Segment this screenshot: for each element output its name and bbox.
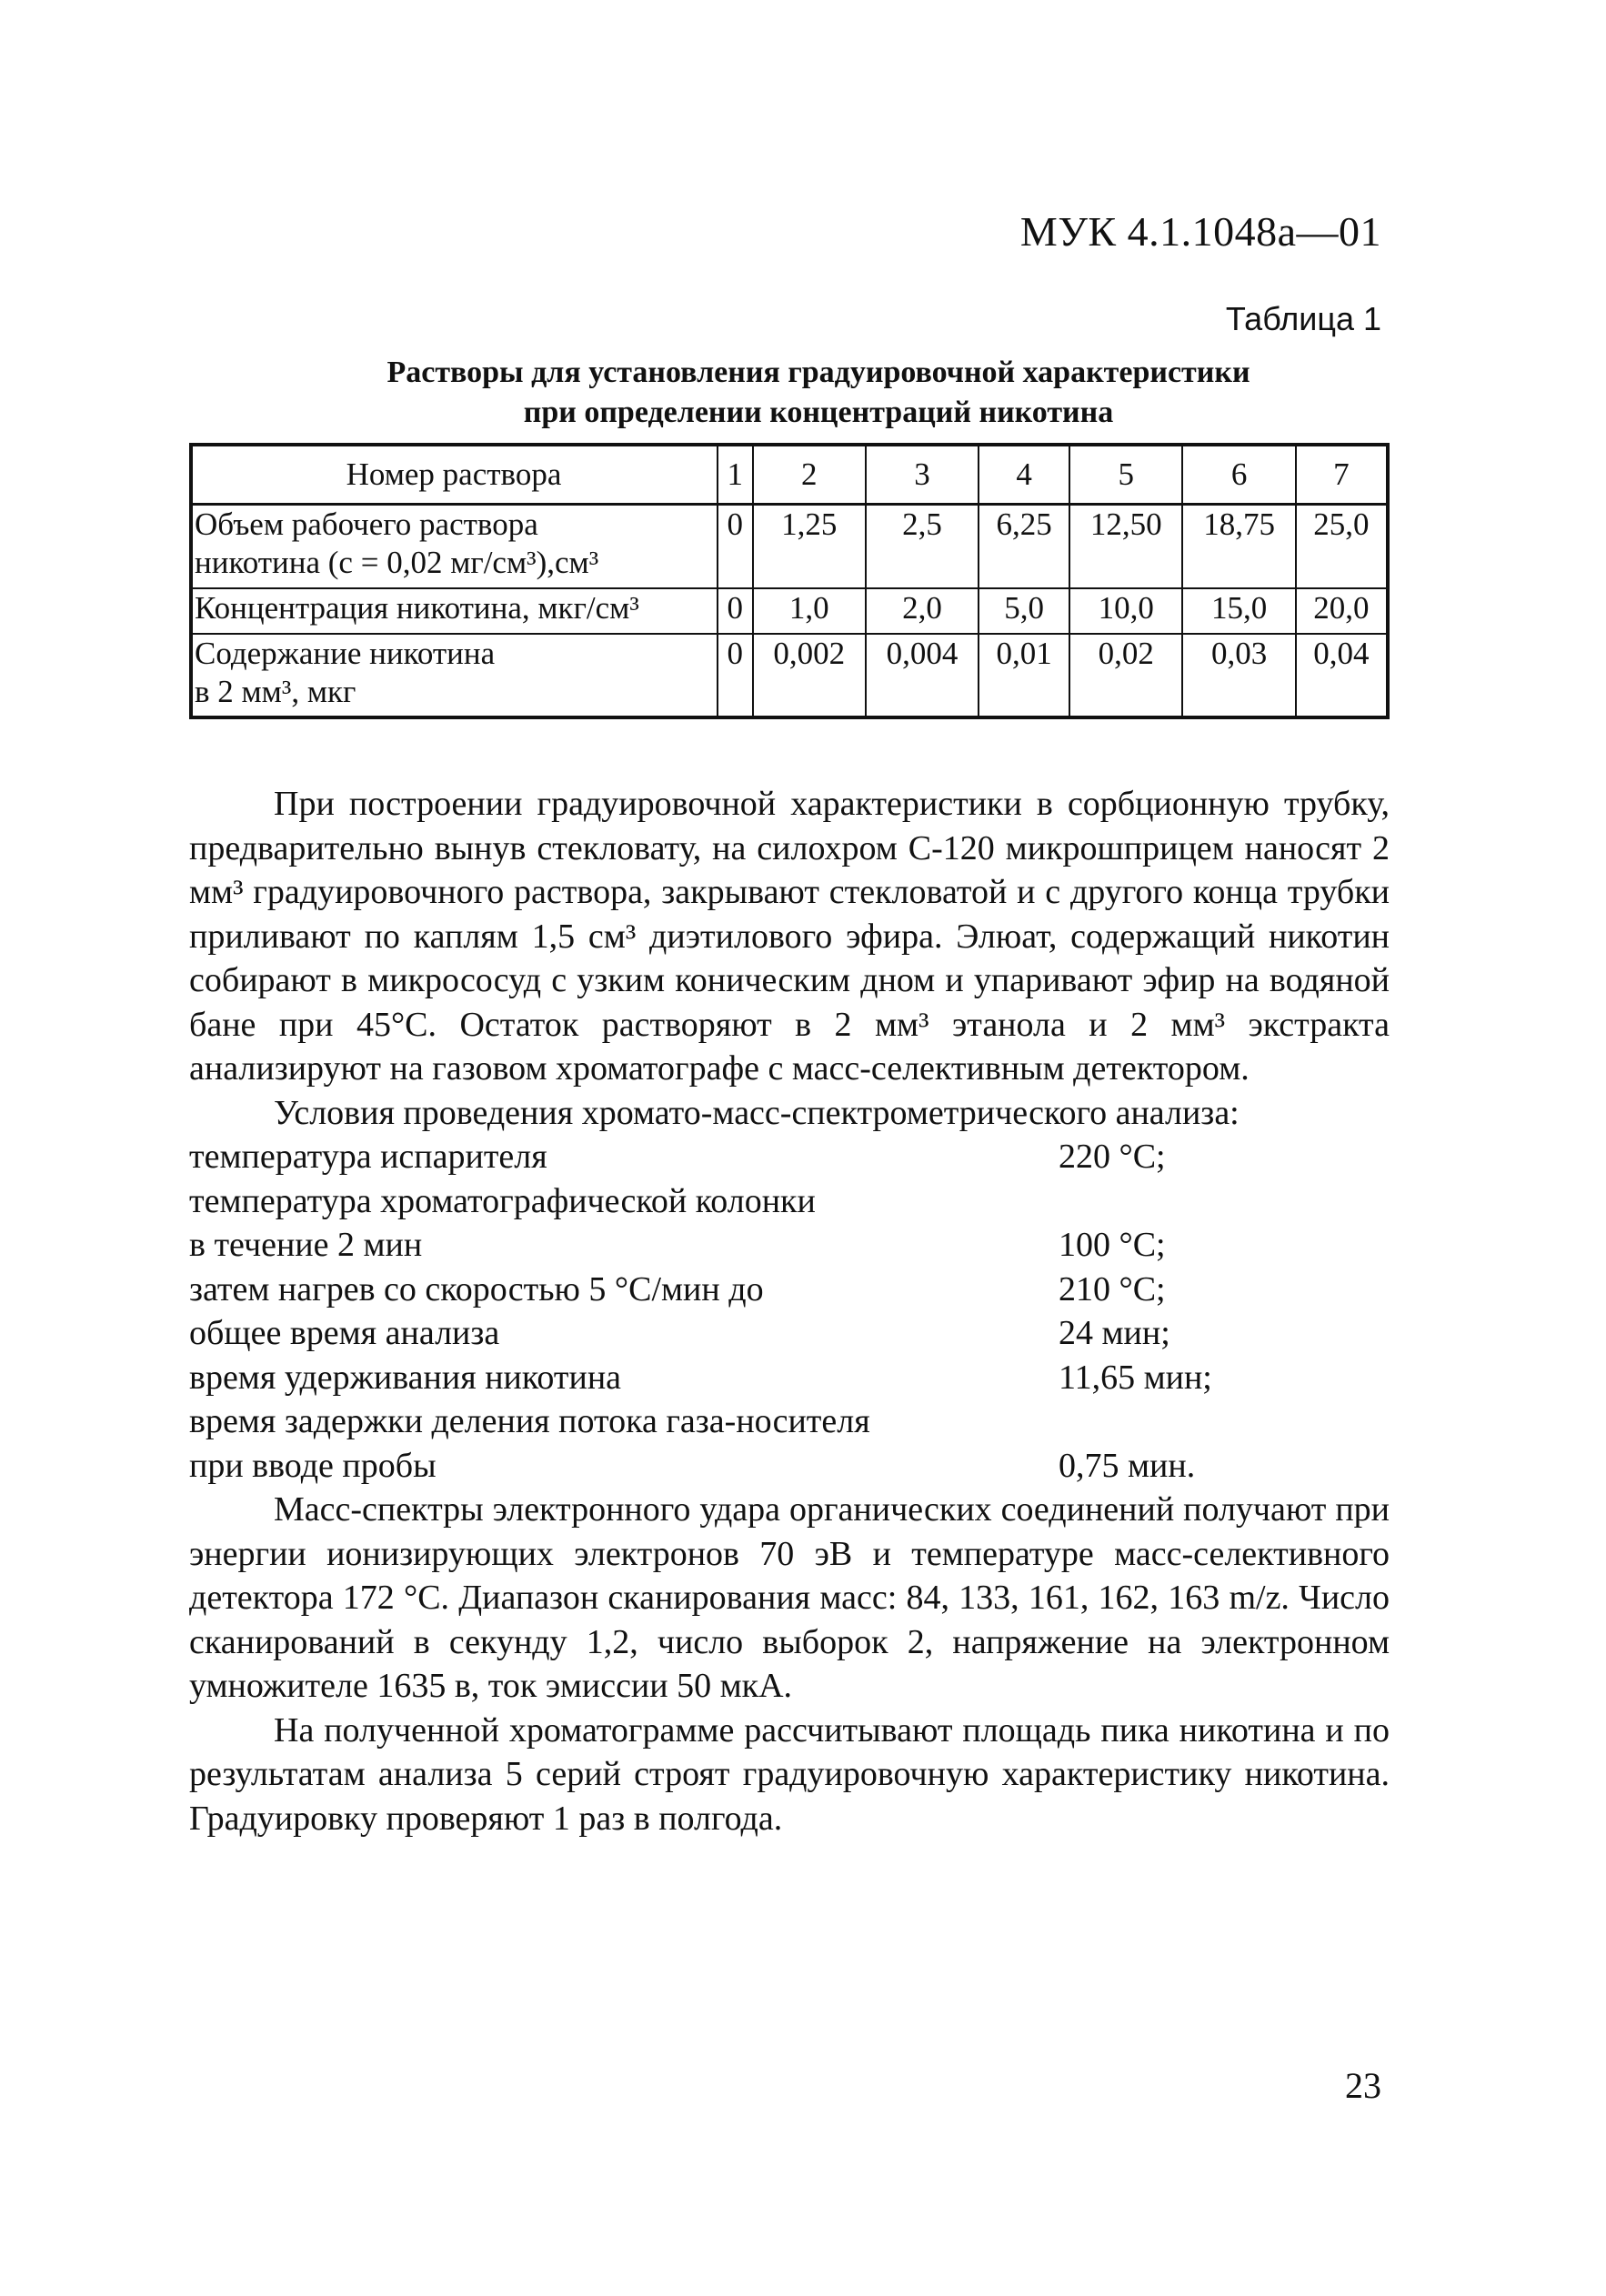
condition-value: 11,65 мин; (1059, 1358, 1212, 1397)
condition-value: 100 °С; (1059, 1226, 1166, 1264)
table-cell: 0 (718, 505, 753, 588)
condition-label: время удерживания никотина (189, 1358, 622, 1397)
table-cell: 5,0 (979, 588, 1069, 634)
table-cell: 0,002 (753, 634, 866, 717)
table-header-label: Номер раствора (191, 445, 718, 505)
calibration-table (189, 443, 1390, 719)
table-cell: 12,50 (1069, 505, 1182, 588)
page-number: 23 (1345, 2065, 1381, 2106)
table-row (191, 634, 1388, 717)
condition-label: при вводе пробы (189, 1446, 437, 1485)
document-code: МУК 4.1.1048а—01 (1019, 208, 1381, 255)
condition-label: температура хроматографической колонки (189, 1181, 816, 1220)
table-cell: 25,0 (1296, 505, 1388, 588)
table-cell: 0,04 (1296, 634, 1388, 717)
row-label-line: в 2 мм³, мкг (195, 673, 356, 709)
table-column-header: 6 (1182, 445, 1295, 505)
condition-value: 220 °С; (1059, 1138, 1166, 1176)
row-label-line: никотина (с = 0,02 мг/см³),см³ (195, 545, 599, 580)
table-cell: 0,02 (1069, 634, 1182, 717)
conditions-list (189, 1135, 1390, 1488)
paragraph: На полученной хроматограмме рассчитывают площадь пика никотина и по результатам анализа 5 серий строят градуировочную характеристику никотина. Градуировку проверяют 1 раз в полгода. (189, 1710, 1390, 1838)
condition-row (189, 1444, 1390, 1489)
row-label (191, 634, 718, 717)
table-cell: 0,01 (979, 634, 1069, 717)
table-cell: 20,0 (1296, 588, 1388, 634)
row-label (191, 505, 718, 588)
table-column-header: 5 (1069, 445, 1182, 505)
row-label-line: Концентрация никотина, мкг/см³ (195, 589, 639, 626)
table-cell: 10,0 (1069, 588, 1182, 634)
table-cell: 18,75 (1182, 505, 1295, 588)
condition-row (189, 1311, 1390, 1356)
body-text (189, 782, 1390, 1840)
table-column-header: 1 (718, 445, 753, 505)
condition-label: затем нагрев со скоростью 5 °С/мин до (189, 1269, 764, 1308)
table-column-header: 7 (1296, 445, 1388, 505)
row-label-line: Объем рабочего раствора (195, 506, 538, 542)
table-cell: 1,25 (753, 505, 866, 588)
condition-row (189, 1135, 1390, 1179)
table-label: Таблица 1 (1225, 300, 1381, 337)
conditions-intro: Условия проведения хромато-масс-спектрометрического анализа: (274, 1093, 1240, 1132)
table-title-line: Растворы для установления градуировочной характеристики (386, 356, 1250, 389)
condition-label: время задержки деления потока газа-носителя (189, 1402, 870, 1440)
table-cell: 0 (718, 588, 753, 634)
condition-value: 0,75 мин. (1059, 1446, 1196, 1485)
table-row (191, 505, 1388, 588)
condition-label: общее время анализа (189, 1314, 500, 1352)
condition-label: температура испарителя (189, 1138, 547, 1176)
condition-row (189, 1399, 1390, 1444)
table-column-header: 2 (753, 445, 866, 505)
paragraph: При построении градуировочной характеристики в сорбционную трубку, предварительно вынув стекловату, на силохром С-120 микрошприцем наносят 2 мм³ градуировочного раствора, закрывают стекловатой и с другого конца трубки приливают по каплям 1,5 см³ диэтилового эфира. Элюат, содержащий никотин собирают в микрососуд с узким коническим дном и упаривают эфир на водяной бане при 45°С. Остаток растворяют в 2 мм³ этанола и 2 мм³ экстракта анализируют на газовом хроматографе с масс-селективным детектором. (189, 785, 1390, 1088)
table-title (273, 353, 1364, 433)
condition-row (189, 1356, 1390, 1400)
table-cell: 15,0 (1182, 588, 1295, 634)
table-cell: 2,5 (866, 505, 979, 588)
table-cell: 1,0 (753, 588, 866, 634)
condition-value: 24 мин; (1059, 1314, 1170, 1352)
table-cell: 0,03 (1182, 634, 1295, 717)
table-cell: 2,0 (866, 588, 979, 634)
table-header-row (191, 445, 1388, 505)
table-row (191, 588, 1388, 634)
condition-row (189, 1223, 1390, 1268)
table-cell: 0,004 (866, 634, 979, 717)
paragraph: Масс-спектры электронного удара органических соединений получают при энергии ионизирующих электронов 70 эВ и температуре масс-селективного детектора 172 °С. Диапазон сканирования масс: 84, 133, 161, 162, 163 m/z. Число сканирований в секунду 1,2, число выборок 2, напряжение на электронном умножителе 1635 в, ток эмиссии 50 мкА. (189, 1490, 1390, 1705)
table-title-line: при определении концентраций никотина (523, 396, 1114, 429)
condition-row (189, 1268, 1390, 1312)
condition-row (189, 1179, 1390, 1224)
table-cell: 0 (718, 634, 753, 717)
condition-value: 210 °С; (1059, 1269, 1166, 1308)
table-column-header: 3 (866, 445, 979, 505)
table-column-header: 4 (979, 445, 1069, 505)
condition-label: в течение 2 мин (189, 1226, 423, 1264)
table-cell: 6,25 (979, 505, 1069, 588)
row-label-line: Содержание никотина (195, 635, 496, 671)
row-label (191, 588, 718, 634)
